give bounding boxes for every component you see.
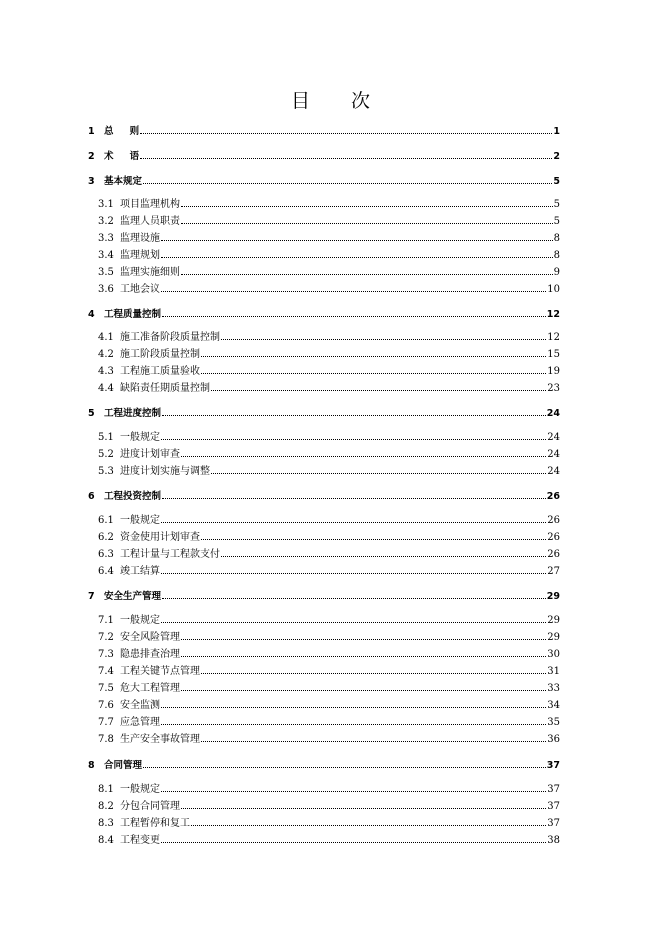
entry-number: 3.3	[98, 233, 114, 244]
toc-section-entry[interactable]	[98, 645, 560, 661]
entry-number: 7.1	[98, 615, 114, 626]
dot-leader	[161, 611, 546, 623]
entry-page-number: 37	[547, 784, 560, 795]
entry-number: 7.7	[98, 717, 114, 728]
entry-label: 工程施工质量验收	[120, 366, 200, 377]
dot-leader	[221, 545, 546, 557]
entry-number: 4.3	[98, 366, 114, 377]
toc-chapter-entry[interactable]	[88, 404, 560, 420]
entry-page-number: 36	[547, 734, 560, 745]
dot-leader	[181, 263, 553, 275]
toc-section-entry[interactable]	[98, 280, 560, 296]
entry-label: 合同管理	[104, 760, 143, 771]
entry-page-number: 37	[546, 760, 560, 771]
entry-label: 安全生产管理	[104, 591, 162, 602]
entry-page-number: 10	[547, 284, 560, 295]
entry-number: 6.1	[98, 515, 114, 526]
toc-section-entry[interactable]	[98, 345, 560, 361]
entry-label: 基本规定	[104, 176, 143, 187]
entry-page-number: 33	[547, 683, 560, 694]
entry-page-number: 27	[547, 566, 560, 577]
entry-label: 总 则	[104, 126, 140, 137]
entry-page-number: 29	[547, 632, 560, 643]
entry-number: 5.3	[98, 466, 114, 477]
entry-label: 工程质量控制	[104, 309, 162, 320]
entry-label: 危大工程管理	[120, 683, 180, 694]
entry-page-number: 26	[546, 491, 560, 502]
entry-number: 3.6	[98, 284, 114, 295]
entry-number: 7.2	[98, 632, 114, 643]
dot-leader	[201, 362, 546, 374]
dot-leader	[191, 814, 546, 826]
entry-page-number: 24	[547, 449, 560, 460]
entry-label: 术 语	[104, 151, 140, 162]
entry-label: 工程计量与工程款支付	[120, 549, 220, 560]
dot-leader	[201, 662, 546, 674]
toc-section-entry[interactable]	[98, 246, 560, 262]
entry-label: 一般规定	[120, 515, 160, 526]
entry-number: 8.4	[98, 835, 114, 846]
entry-number: 4.4	[98, 383, 114, 394]
dot-leader	[201, 345, 546, 357]
entry-number: 5.1	[98, 432, 114, 443]
entry-page-number: 30	[547, 649, 560, 660]
toc-section-entry[interactable]	[98, 814, 560, 830]
entry-label: 缺陷责任期质量控制	[120, 383, 210, 394]
entry-label: 应急管理	[120, 717, 160, 728]
dot-leader	[162, 404, 546, 416]
dot-leader	[161, 696, 546, 708]
dot-leader	[181, 628, 546, 640]
entry-label: 监理人员职责	[120, 216, 180, 227]
entry-label: 项目监理机构	[120, 199, 180, 210]
entry-page-number: 26	[547, 532, 560, 543]
entry-number: 4.1	[98, 332, 114, 343]
entry-page-number: 34	[547, 700, 560, 711]
dot-leader	[140, 122, 552, 134]
entry-page-number: 12	[547, 332, 560, 343]
entry-number: 6.4	[98, 566, 114, 577]
entry-number: 5.2	[98, 449, 114, 460]
toc-section-entry[interactable]	[98, 328, 560, 344]
entry-number: 2	[88, 151, 95, 162]
entry-number: 5	[88, 408, 95, 419]
entry-label: 进度计划审查	[120, 449, 180, 460]
dot-leader	[161, 229, 553, 241]
entry-number: 7.8	[98, 734, 114, 745]
toc-chapter-entry[interactable]	[88, 487, 560, 503]
toc-section-entry[interactable]	[98, 212, 560, 228]
dot-leader	[161, 428, 546, 440]
dot-leader	[162, 487, 546, 499]
entry-number: 8	[88, 760, 95, 771]
toc-chapter-entry[interactable]	[88, 172, 560, 188]
entry-label: 工程关键节点管理	[120, 666, 200, 677]
entry-number: 7.5	[98, 683, 114, 694]
entry-number: 6.2	[98, 532, 114, 543]
entry-label: 施工阶段质量控制	[120, 349, 200, 360]
dot-leader	[162, 305, 546, 317]
entry-number: 7.3	[98, 649, 114, 660]
dot-leader	[211, 462, 546, 474]
entry-page-number: 5	[553, 199, 560, 210]
dot-leader	[161, 713, 546, 725]
entry-number: 8.1	[98, 784, 114, 795]
entry-label: 监理设施	[120, 233, 160, 244]
entry-number: 3.1	[98, 199, 114, 210]
entry-label: 一般规定	[120, 432, 160, 443]
dot-leader	[181, 645, 546, 657]
dot-leader	[201, 528, 546, 540]
entry-label: 监理规划	[120, 250, 160, 261]
dot-leader	[162, 587, 546, 599]
entry-number: 4	[88, 309, 95, 320]
entry-page-number: 1	[553, 126, 560, 137]
dot-leader	[161, 780, 546, 792]
entry-page-number: 9	[553, 267, 560, 278]
dot-leader	[181, 679, 546, 691]
toc-section-entry[interactable]	[98, 528, 560, 544]
entry-page-number: 35	[547, 717, 560, 728]
toc-chapter-entry[interactable]	[88, 756, 560, 772]
entry-page-number: 37	[547, 818, 560, 829]
toc-section-entry[interactable]	[98, 628, 560, 644]
dot-leader	[161, 246, 553, 258]
entry-label: 竣工结算	[120, 566, 160, 577]
entry-label: 工程暂停和复工	[120, 818, 190, 829]
toc-section-entry[interactable]	[98, 545, 560, 561]
entry-page-number: 19	[547, 366, 560, 377]
toc-section-entry[interactable]	[98, 780, 560, 796]
dot-leader	[221, 328, 546, 340]
entry-label: 工程进度控制	[104, 408, 162, 419]
toc-section-entry[interactable]	[98, 797, 560, 813]
dot-leader	[143, 172, 552, 184]
dot-leader	[181, 212, 553, 224]
entry-page-number: 26	[547, 549, 560, 560]
entry-number: 8.3	[98, 818, 114, 829]
toc-section-entry[interactable]	[98, 428, 560, 444]
dot-leader	[211, 379, 546, 391]
entry-number: 1	[88, 126, 95, 137]
toc-section-entry[interactable]	[98, 511, 560, 527]
entry-label: 监理实施细则	[120, 267, 180, 278]
entry-page-number: 23	[547, 383, 560, 394]
toc-section-entry[interactable]	[98, 713, 560, 729]
toc-section-entry[interactable]	[98, 730, 560, 746]
entry-page-number: 29	[547, 615, 560, 626]
toc-section-entry[interactable]	[98, 379, 560, 395]
entry-number: 3.4	[98, 250, 114, 261]
entry-number: 7	[88, 591, 95, 602]
entry-page-number: 29	[546, 591, 560, 602]
dot-leader	[161, 280, 546, 292]
dot-leader	[181, 195, 553, 207]
entry-label: 工地会议	[120, 284, 160, 295]
dot-leader	[161, 511, 546, 523]
dot-leader	[181, 445, 546, 457]
entry-label: 资金使用计划审查	[120, 532, 200, 543]
dot-leader	[143, 756, 546, 768]
entry-number: 6	[88, 491, 95, 502]
entry-label: 隐患排查治理	[120, 649, 180, 660]
toc-section-entry[interactable]	[98, 696, 560, 712]
entry-page-number: 8	[553, 233, 560, 244]
dot-leader	[201, 730, 546, 742]
entry-page-number: 24	[547, 466, 560, 477]
entry-number: 3	[88, 176, 95, 187]
toc-chapter-entry[interactable]	[88, 122, 560, 138]
entry-page-number: 15	[547, 349, 560, 360]
entry-number: 3.2	[98, 216, 114, 227]
entry-number: 4.2	[98, 349, 114, 360]
entry-label: 安全监测	[120, 700, 160, 711]
dot-leader	[161, 562, 546, 574]
toc-section-entry[interactable]	[98, 263, 560, 279]
toc-chapter-entry[interactable]	[88, 587, 560, 603]
toc-chapter-entry[interactable]	[88, 147, 560, 163]
entry-page-number: 12	[546, 309, 560, 320]
dot-leader	[140, 147, 552, 159]
entry-label: 工程变更	[120, 835, 160, 846]
entry-label: 生产安全事故管理	[120, 734, 200, 745]
entry-label: 一般规定	[120, 784, 160, 795]
entry-page-number: 5	[553, 216, 560, 227]
toc-chapter-entry[interactable]	[88, 305, 560, 321]
entry-page-number: 31	[547, 666, 560, 677]
dot-leader	[161, 831, 546, 843]
toc-section-entry[interactable]	[98, 195, 560, 211]
entry-number: 8.2	[98, 801, 114, 812]
entry-label: 一般规定	[120, 615, 160, 626]
title-left-char: 目	[290, 90, 311, 112]
toc-section-entry[interactable]	[98, 662, 560, 678]
entry-number: 7.6	[98, 700, 114, 711]
entry-page-number: 26	[547, 515, 560, 526]
entry-page-number: 24	[546, 408, 560, 419]
toc-section-entry[interactable]	[98, 362, 560, 378]
page-title	[0, 86, 662, 113]
title-right-char: 次	[351, 90, 372, 112]
entry-number: 6.3	[98, 549, 114, 560]
entry-number: 3.5	[98, 267, 114, 278]
entry-label: 工程投资控制	[104, 491, 162, 502]
entry-page-number: 8	[553, 250, 560, 261]
toc-section-entry[interactable]	[98, 462, 560, 478]
entry-page-number: 38	[547, 835, 560, 846]
toc-section-entry[interactable]	[98, 562, 560, 578]
entry-label: 安全风险管理	[120, 632, 180, 643]
entry-page-number: 24	[547, 432, 560, 443]
toc-section-entry[interactable]	[98, 611, 560, 627]
entry-page-number: 5	[553, 176, 560, 187]
entry-label: 进度计划实施与调整	[120, 466, 210, 477]
entry-page-number: 37	[547, 801, 560, 812]
toc-section-entry[interactable]	[98, 679, 560, 695]
entry-number: 7.4	[98, 666, 114, 677]
entry-label: 分包合同管理	[120, 801, 180, 812]
toc-section-entry[interactable]	[98, 229, 560, 245]
dot-leader	[181, 797, 546, 809]
entry-label: 施工准备阶段质量控制	[120, 332, 220, 343]
toc-section-entry[interactable]	[98, 445, 560, 461]
entry-page-number: 2	[553, 151, 560, 162]
toc-section-entry[interactable]	[98, 831, 560, 847]
